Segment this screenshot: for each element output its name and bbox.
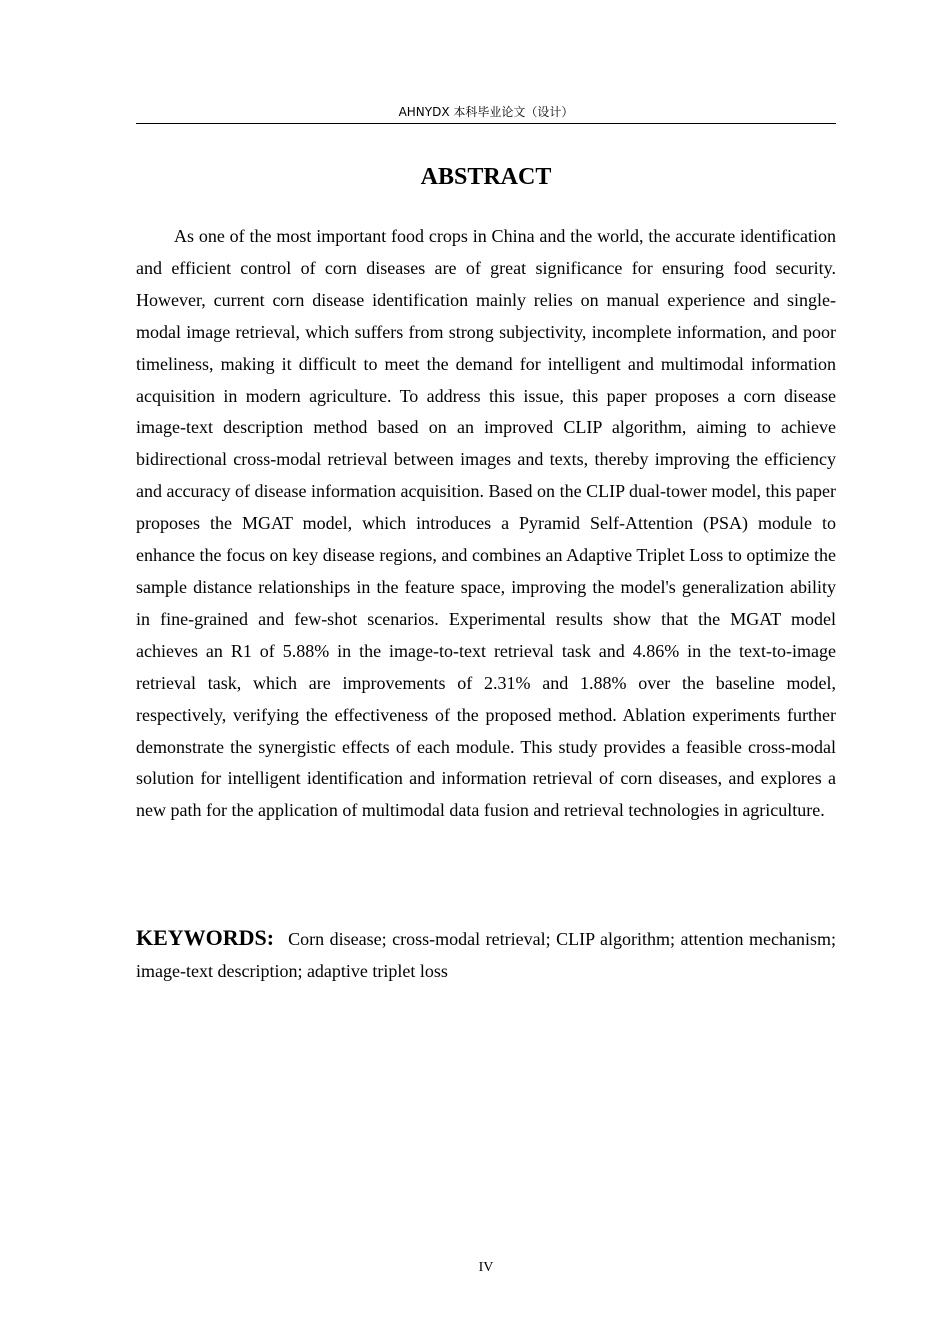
abstract-heading: ABSTRACT [420,164,552,190]
page-number: IV [478,1260,494,1275]
keywords-paragraph [136,922,836,987]
abstract-body: As one of the most important food crops in China and the world, the accurate identification and efficient control of corn diseases are of great significance for ensuring food security. However, current corn disease identification mainly relies on manual experience and single-modal image retrieval, which suffers from strong subjectivity, incomplete information, and poor timeliness, making it difficult to meet the demand for intelligent and multimodal information acquisition in modern agriculture. To address this issue, this paper proposes a corn disease image-text description method based on an improved CLIP algorithm, aiming to achieve bidirectional cross-modal retrieval between images and texts, thereby improving the efficiency and accuracy of disease information acquisition. Based on the CLIP dual-tower model, this paper proposes the MGAT model, which introduces a Pyramid Self-Attention (PSA) module to enhance the focus on key disease regions, and combines an Adaptive Triplet Loss to optimize the sample distance relationships in the feature space, improving the model's generalization ability in fine-grained and few-shot scenarios. Experimental results show that the MGAT model achieves an R1 of 5.88% in the image-to-text retrieval task and 4.86% in the text-to-image retrieval task, which are improvements of 2.31% and 1.88% over the baseline model, respectively, verifying the effectiveness of the proposed method. Ablation experiments further demonstrate the synergistic effects of each module. This study provides a feasible cross-modal solution for intelligent identification and information retrieval of corn diseases, and explores a new path for the application of multimodal data fusion and retrieval technologies in agriculture. [136,226,836,821]
running-header: AHNYDX 本科毕业论文（设计） [398,105,574,119]
header-rule [136,123,836,124]
keywords-text: Corn disease; cross-modal retrieval; CLIP algorithm; attention mechanism; image-text description; adaptive triplet loss [136,929,836,981]
keywords-label: KEYWORDS: [136,925,275,950]
